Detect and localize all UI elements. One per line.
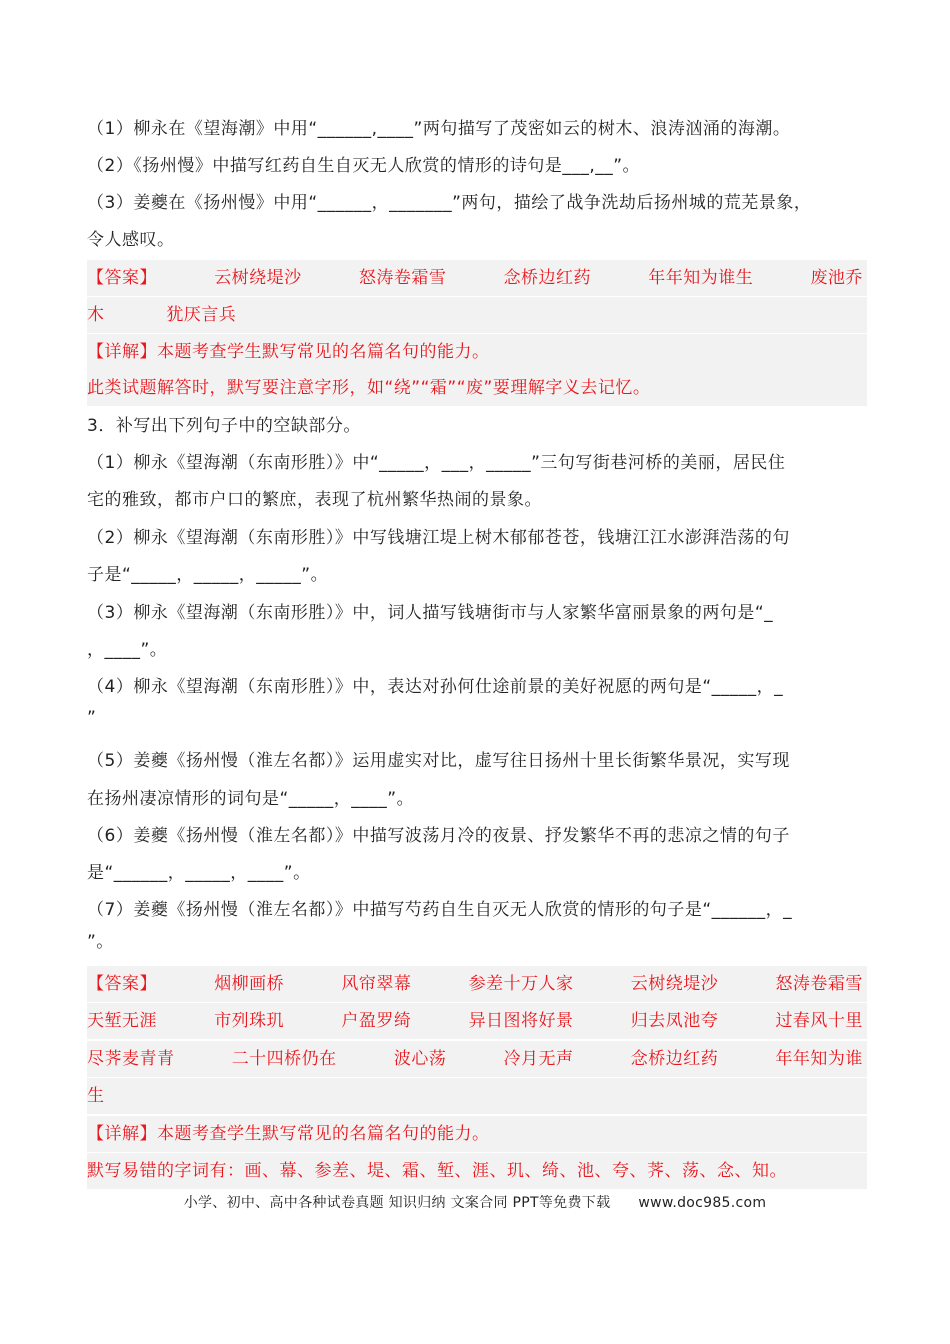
answer-item: 念桥边红药 [630, 1049, 719, 1069]
answer-item: 户盈罗绮 [341, 1011, 412, 1031]
answer-item: 怒涛卷霜雪 [358, 268, 447, 288]
answer-item: 烟柳画桥 [214, 974, 285, 994]
answer-item: 过春风十里 [775, 1011, 863, 1031]
question-3-6-line2: 是“______，_____，____”。 [87, 863, 311, 883]
answer-item: 念桥边红药 [503, 268, 592, 288]
question-3-title: 3．补写出下列句子中的空缺部分。 [87, 416, 361, 436]
question-3-1-line2: 宅的雅致，都市户口的繁庶，表现了杭州繁华热闹的景象。 [87, 490, 542, 510]
answer-block-3-row4 [87, 1078, 867, 1114]
answer-block-3-row1 [87, 966, 867, 1002]
question-2-3-line1: （3）姜夔在《扬州慢》中用“______，_______”两句，描绘了战争洗劫后扬州城的荒芜景象， [87, 193, 812, 213]
answer-block-3-row3 [87, 1041, 867, 1077]
detail-text: 本题考查学生默写常见的名篇名句的能力。 [157, 1124, 490, 1144]
question-3-1-line1: （1）柳永《望海潮（东南形胜）》中“_____，___，_____”三句写街巷河桥的美丽，居民住 [87, 453, 786, 473]
answer-item: 云树绕堤沙 [630, 974, 719, 994]
answer-item: 波心荡 [393, 1049, 447, 1069]
answer-item: 风帘翠幕 [341, 974, 412, 994]
answer-item: 废池乔 [810, 268, 863, 288]
answer-block-3-row2 [87, 1003, 867, 1039]
question-3-2-line2: 子是“_____，_____，_____”。 [87, 565, 329, 585]
answer-item: 年年知为谁生 [648, 268, 754, 288]
answer-item: 冷月无声 [503, 1049, 574, 1069]
question-3-3-line2: ，____”。 [87, 640, 168, 660]
answer-block-2-row2 [87, 297, 867, 333]
detail-block-3 [87, 1116, 867, 1152]
question-3-2-line1: （2）柳永《望海潮（东南形胜）》中写钱塘江堤上树木郁郁苍苍，钱塘江江水澎湃浩荡的句 [87, 528, 790, 548]
page-footer [0, 1192, 950, 1212]
answer-item: 市列珠玑 [214, 1011, 285, 1031]
question-3-3-line1: （3）柳永《望海潮（东南形胜）》中，词人描写钱塘街市与人家繁华富丽景象的两句是“_ [87, 603, 774, 623]
question-2-1: （1）柳永在《望海潮》中用“______,____”两句描写了茂密如云的树木、浪涛汹涌的海潮。 [87, 119, 791, 139]
question-3-6-line1: （6）姜夔《扬州慢（淮左名都）》中描写波荡月冷的夜景、抒发繁华不再的悲凉之情的句子 [87, 826, 790, 846]
answer-item: 云树绕堤沙 [214, 268, 302, 288]
answer-item: 犹厌言兵 [166, 305, 237, 325]
answer-item: 尽荠麦青青 [87, 1049, 175, 1069]
question-3-5-line2: 在扬州凄凉情形的词句是“_____，____”。 [87, 789, 415, 809]
answer-item: 归去凤池夸 [630, 1011, 719, 1031]
question-2-3-line2: 令人感叹。 [87, 230, 175, 250]
answer-label: 【答案】 [87, 974, 157, 994]
footer-link[interactable]: www.doc985.com [638, 1195, 767, 1211]
answer-item: 二十四桥仍在 [231, 1049, 337, 1069]
answer-item: 年年知为谁 [775, 1049, 863, 1069]
answer-item: 参差十万人家 [468, 974, 574, 994]
detail-block-2 [87, 334, 867, 370]
detail-note-2: 此类试题解答时，默写要注意字形，如“绕”“霜”“废”要理解字义去记忆。 [87, 370, 867, 406]
answer-label: 【答案】 [87, 268, 157, 288]
detail-note-3: 默写易错的字词有：画、幕、参差、堤、霜、堑、涯、玑、绮、池、夸、荠、荡、念、知。 [87, 1153, 867, 1189]
footer-text: 小学、初中、高中各种试卷真题 知识归纳 文案合同 PPT等免费下载 [183, 1195, 611, 1211]
question-3-7-line1: （7）姜夔《扬州慢（淮左名都）》中描写芍药自生自灭无人欣赏的情形的句子是“______，_ [87, 900, 793, 920]
question-3-5-line1: （5）姜夔《扬州慢（淮左名都）》运用虚实对比，虚写往日扬州十里长街繁华景况，实写现 [87, 751, 790, 771]
question-2-2: （2）《扬州慢》中描写红药自生自灭无人欣赏的情形的诗句是___,__”。 [87, 156, 641, 176]
question-3-4-line1: （4）柳永《望海潮（东南形胜）》中，表达对孙何仕途前景的美好祝愿的两句是“_____，_ [87, 677, 784, 697]
answer-item: 木 [87, 305, 105, 325]
question-3-7-line2: ”。 [87, 932, 114, 952]
answer-block-2-row1 [87, 260, 867, 296]
detail-text: 本题考查学生默写常见的名篇名句的能力。 [157, 342, 490, 362]
detail-label: 【详解】 [87, 1124, 157, 1144]
answer-item: 生 [87, 1086, 105, 1106]
detail-label: 【详解】 [87, 342, 157, 362]
question-3-4-line2: ” [87, 708, 97, 728]
answer-item: 异日图将好景 [468, 1011, 574, 1031]
answer-item: 天堑无涯 [87, 1011, 157, 1031]
answer-item: 怒涛卷霜雪 [775, 974, 863, 994]
